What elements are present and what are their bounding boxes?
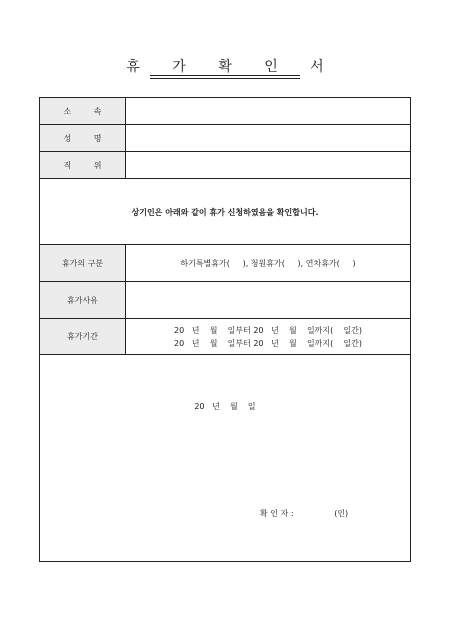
statement-row	[40, 179, 410, 245]
affiliation-row	[40, 98, 410, 125]
position-row	[40, 152, 410, 179]
position-field[interactable]	[126, 152, 410, 178]
title-double-underline	[150, 78, 300, 79]
statement-text: 상기인은 아래와 같이 휴가 신청하였음을 확인합니다.	[131, 208, 319, 217]
leave-type-label: 휴가의 구분	[40, 245, 126, 281]
affiliation-label: 소 속	[40, 98, 126, 124]
title-underline	[150, 75, 300, 76]
leave-type-row	[40, 245, 410, 282]
document-date: 20 년 월 일	[194, 402, 256, 411]
name-label: 성 명	[40, 125, 126, 151]
leave-reason-field[interactable]	[126, 282, 410, 318]
leave-reason-row	[40, 282, 410, 319]
leave-type-value[interactable]: 하기특별휴가( ), 청원휴가( ), 연차휴가( )	[180, 258, 356, 268]
position-label: 직 위	[40, 152, 126, 178]
name-row	[40, 125, 410, 152]
leave-period-label: 휴가기간	[40, 319, 126, 354]
form-frame	[39, 97, 411, 562]
affiliation-field[interactable]	[126, 98, 410, 124]
leave-period-value[interactable]	[126, 319, 410, 354]
leave-period-line-1: 20 년 월 일부터 20 년 월 일까지( 일간)	[174, 325, 362, 335]
leave-period-row	[40, 319, 410, 355]
name-field[interactable]	[126, 125, 410, 151]
leave-period-line-2: 20 년 월 일부터 20 년 월 일까지( 일간)	[174, 338, 362, 348]
document-title: 휴 가 확 인 서	[126, 59, 338, 75]
leave-reason-label: 휴가사유	[40, 282, 126, 318]
confirmer-signature: 확 인 자 : (인)	[260, 509, 349, 518]
